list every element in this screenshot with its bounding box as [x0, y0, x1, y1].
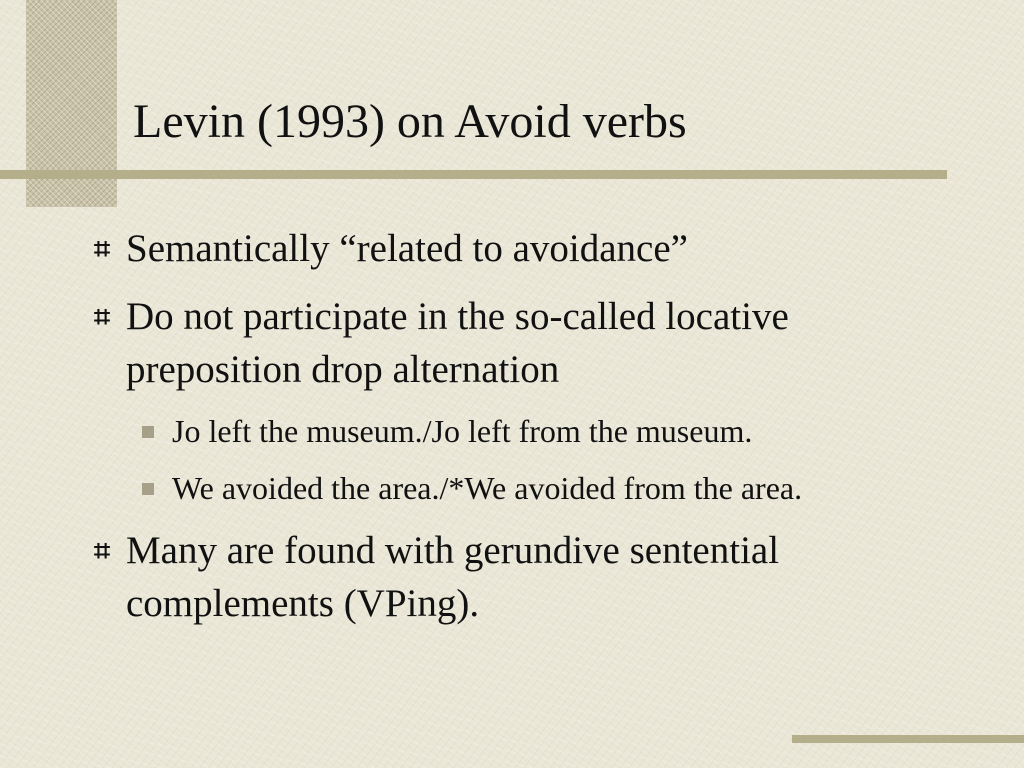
bullet-text: Many are found with gerundive sentential complements (VPing).: [126, 529, 780, 625]
bottom-divider: [792, 735, 1024, 743]
title-divider: [0, 170, 947, 179]
sub-bullet-item: [172, 468, 802, 508]
bullet-text: Do not participate in the so-called locative preposition drop alternation: [126, 295, 789, 391]
bullet-item: [94, 524, 926, 630]
bullet-item: [94, 290, 926, 396]
square-bullet-icon: [142, 483, 154, 495]
sub-bullet-text: We avoided the area./*We avoided from the area.: [172, 470, 803, 506]
bullet-text: Semantically “related to avoidance”: [126, 227, 688, 270]
hash-bullet-icon: ⌗: [94, 534, 110, 567]
hash-bullet-icon: ⌗: [94, 300, 110, 333]
slide-title: Levin (1993) on Avoid verbs: [133, 95, 687, 148]
sub-bullet-text: Jo left the museum./Jo left from the museum.: [172, 413, 753, 449]
sub-bullet-item: [172, 411, 752, 451]
square-bullet-icon: [142, 426, 154, 438]
bullet-item: [94, 222, 986, 275]
hash-bullet-icon: ⌗: [94, 232, 110, 265]
